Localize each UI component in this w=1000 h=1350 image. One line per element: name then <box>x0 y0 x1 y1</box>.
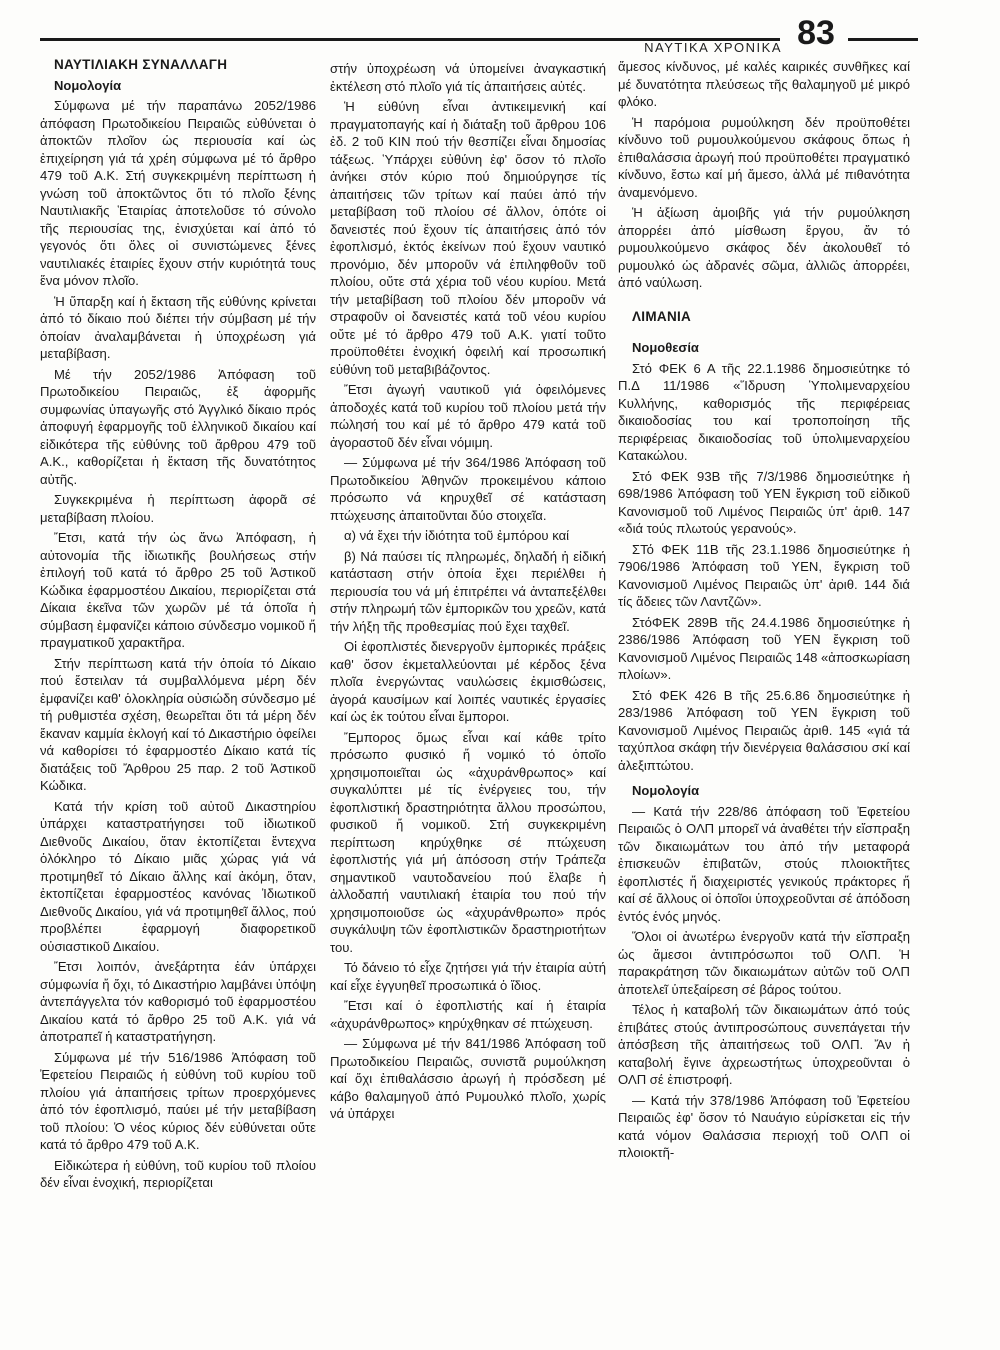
paragraph: Στό ΦΕΚ 426 Β τῆς 25.6.86 δημοσιεύτηκε ἡ 283/1986 Ἀπόφαση τοῦ ΥΕΝ ἔγκριση τοῦ Κανονισμοῦ Λιμένος Πειραιῶς ἀριθ. 145 «γιά τά ταχύπλοα σκάφη τήν διενέργεια θαλάσσιου σκί καί ἀλεξιπτώτου. <box>618 687 910 773</box>
column-3 <box>618 58 910 1330</box>
header-rule-right <box>848 38 918 41</box>
paragraph: ἄμεσος κίνδυνος, μέ καλές καιρικές συνθῆκες καί μέ δυνατότητα πλεύσεως τῆς θαλαμηγοῦ μέ μικρό φλόκο. <box>618 59 910 109</box>
paragraph: Σύμφωνα μέ τήν παραπάνω 2052/1986 ἀπόφαση Πρωτοδικείου Πειραιῶς εὐθύνεται ὁ ἀποκτῶν πλοῖον ὡς περιουσία καί ὡς ἐπιχείρηση γιά τά χρέη σύμφωνα μέ τό ἄρθρο 479 τοῦ Α.Κ. Στή συγκεκριμένη περίπτωση ἡ γνώση τοῦ ἀποκτῶντος ὅτι τό πλοῖο ξένης Ναυτιλιακῆς Ἑταιρίας ἀποτελοῦσε τό σύνολο τῆς περιουσίας της, ἐνισχύεται καί ἀπό τό γεγονός ὅτι ὅλες οἱ συνιστώμενες ξένες ναυτιλιακές ἑταιρίες ἔχουν στήν κυριότητά τους ἕνα μόνον πλοῖο. <box>40 98 316 288</box>
paragraph: Στό ΦΕΚ 6 Α τῆς 22.1.1986 δημοσιεύτηκε τό Π.Δ 11/1986 «Ἵδρυση Ὑπολιμεναρχείου Κυλλήνης, καθορισμός τῆς περιφέρειας δικαιοδοσίας του καί τροποποίηση τῆς περιφέρειας δικαιοδοσίας τοῦ ὑπολιμεναρχείου Κατακώλου. <box>618 360 910 463</box>
page-number: 83 <box>797 14 835 52</box>
subsection-title: Νομοθεσία <box>632 340 699 355</box>
paragraph: Ἡ ὕπαρξη καί ἡ ἔκταση τῆς εὐθύνης κρίνεται ἀπό τό δίκαιο πού διέπει τήν σύμβαση μέ τήν ὁποίαν ἀναλαμβάνεται ἡ ὑποχρέωση γιά μεταβίβαση. <box>40 293 316 361</box>
paragraph: — Κατά τήν 228/86 ἀπόφαση τοῦ Ἐφετείου Πειραιῶς ὁ ΟΛΠ μπορεῖ νά ἀναθέτει τήν εἴσπραξη τῶν δικαιωμάτων του ἀπό τήν μεταφορά ἐπισκευῶν ἐπιβατῶν, στούς πλοιοκτῆτες ἐφοπλιστές ἤ διαχειριστές γενικούς πράκτορες ἤ καί σέ ἄλλους οἱ ὁποῖοι ὑποχρεοῦνται σέ ἀπόδοση ἐντός ἑνός μηνός. <box>618 803 910 924</box>
paragraph: Οἱ ἐφοπλιστές διενεργοῦν ἐμπορικές πράξεις καθ' ὅσον ἐκμεταλλεύονται μέ κέρδος ξένα πλοῖα ἐνεργώντας ναυλώσεις ἐκμισθώσεις, ἀγορά καυσίμων καί λοιπές ναυτικές ἐργασίες καί ὡς ἐκ τούτου εἶναι ἔμποροι. <box>330 639 606 724</box>
paragraph: Μέ τήν 2052/1986 Ἀπόφαση τοῦ Πρωτοδικείου Πειραιῶς, ἐξ ἀφορμῆς συμφωνίας ὑπαγωγῆς στό Ἀγγλικό δίκαιο πρός ἀποφυγή ἐφαρμογῆς τοῦ ἑλληνικοῦ δικαίου καί εἰδικότερα τῆς εὐθύνης τοῦ ἄρθρου 479 τοῦ Α.Κ., καθορίζεται ἡ ἔκταση τῆς δυνατότητος αὐτῆς. <box>40 366 316 487</box>
paragraph: — Κατά τήν 378/1986 Ἀπόφαση τοῦ Ἐφετείου Πειραιῶς ἐφ' ὅσον τό Ναυάγιο εὑρίσκεται εἰς τήν κατά νόμον Θαλάσσια περιοχή τοῦ ΟΛΠ οἱ πλοιοκτῆ- <box>618 1092 910 1160</box>
paragraph: ΣΤό ΦΕΚ 11Β τῆς 23.1.1986 δημοσιεύτηκε ἡ 7906/1986 Ἀπόφαση τοῦ ΥΕΝ, ἔγκριση τοῦ Κανονισμοῦ Λιμένος Πειραιῶς ὑπ' ἀριθ. 144 διά τίς ἄδειες τῶν Λαντζῶν». <box>618 541 910 609</box>
paragraph: Ἔτσι λοιπόν, ἀνεξάρτητα ἐάν ὑπάρχει σύμφωνία ἤ ὄχι, τό Δικαστήριο λαμβάνει ὑπόψη ἀντεπάγγελτα τόν καθορισμό τοῦ ἐφαρμοστέου Δικαίου κατά τό ἄρθρο 25 τοῦ Α.Κ. γιά νά ἀποτραπεῖ ἡ καταστρατήγηση. <box>40 959 316 1044</box>
paragraph: Εἰδικώτερα ἡ εὐθύνη, τοῦ κυρίου τοῦ πλοίου δέν εἶναι ἐνοχική, περιορίζεται <box>40 1157 316 1190</box>
paragraph: στήν ὑποχρέωση νά ὑπομείνει ἀναγκαστική ἐκτέλεση στό πλοῖο γιά τίς ἀπαιτήσεις αὐτές. <box>330 61 606 94</box>
paragraph: — Σύμφωνα μέ τήν 364/1986 Ἀπόφαση τοῦ Πρωτοδικείου Ἀθηνῶν προκειμένου κάποιο πρόσωπο νά κηρυχθεῖ σέ κατάσταση πτώχευσης ἀπαιτοῦνται δύο στοιχεῖα. <box>330 455 606 523</box>
paragraph: α) νά ἔχει τήν ἰδιότητα τοῦ ἐμπόρου καί <box>344 528 570 543</box>
subsection-title: Νομολογία <box>54 77 122 93</box>
paragraph: Σύμφωνα μέ τήν 516/1986 Ἀπόφαση τοῦ Ἐφετείου Πειραιῶς ἡ εὐθύνη τοῦ κυρίου τοῦ πλοίου γιά ἀπαιτήσεις τρίτων προερχόμενες ἀπό τόν ἐφοπλισμό, παύει μέ τήν μεταβίβαση τοῦ πλοίου: Ὁ νέος κύριος δέν εὐθύνεται οὔτε κατά τό ἄρθρο 479 τοῦ Α.Κ. <box>40 1049 316 1152</box>
paragraph: Κατά τήν κρίση τοῦ αὐτοῦ Δικαστηρίου ὑπάρχει καταστρατήγησει τοῦ ἰδιωτικοῦ Διεθνοῦς Δικαίου, ὅταν ἐκτοπίζεται ἔντεχνα ὁλόκληρο τό Δίκαιο μιᾶς χώρας γιά νά προτιμηθεῖ τό Δίκαιο ἄλλης καί ἀκόμη, ὅταν, ἐκτοπίζεται ἐφαρμοστέος κανόνας Ἰδιωτικοῦ Διεθνοῦς Δικαίου, γιά νά προτιμηθεῖ ἄλλος, πού προβλέπει ἐφαρμογή διαφορετικοῦ οὐσιαστικοῦ Δικαίου. <box>40 798 316 954</box>
paragraph: Ἔτσι ἀγωγή ναυτικοῦ γιά ὀφειλόμενες ἀποδοχές κατά τοῦ κυρίου τοῦ πλοίου μετά τήν πώλησή του καί μέ τό ἄρθρο 479 κατά τοῦ ἀγοραστοῦ δέν εἶναι νόμιμη. <box>330 382 606 450</box>
paragraph: Συγκεκριμένα ἡ περίπτωση ἀφορᾶ σέ μεταβίβαση πλοίου. <box>40 492 316 525</box>
paragraph: Τό δάνειο τό εἶχε ζητήσει γιά τήν ἑταιρία αὐτή καί εἶχε ἐγγυηθεῖ προσωπικά ὁ ἴδιος. <box>330 960 606 993</box>
paragraph: Ἔτσι, κατά τήν ὡς ἄνω Ἀπόφαση, ἡ αὐτονομία τῆς ἰδιωτικῆς βουλήσεως στήν ἐπιλογή τοῦ κατά τό ἄρθρο 25 τοῦ Ἀστικοῦ Κώδικα ἐφαρμοστέου Δικαίου, περιορίζεται στά Δίκαια ἐκεῖνα τῶν χωρῶν μέ τά ὁποῖα ἡ σύμβαση ἐμφανίζει κάποιο σύνδεσμο νομικοῦ ἤ πραγματικοῦ χαρακτῆρα. <box>40 530 316 650</box>
paragraph: ΣτόΦΕΚ 289Β τῆς 24.4.1986 δημοσιεύτηκε ἡ 2386/1986 Ἀπόφαση τοῦ ΥΕΝ ἔγκριση τοῦ Κανονισμοῦ Λιμένος Πειραιῶς 148 «ἀποσκωρίαση πλοίων». <box>618 614 910 682</box>
section-title: ΛΙΜΑΝΙΑ <box>632 308 692 324</box>
paragraph: Στό ΦΕΚ 93Β τῆς 7/3/1986 δημοσιεύτηκε ἡ 698/1986 Ἀπόφαση τοῦ ΥΕΝ ἔγκριση τοῦ εἰδικοῦ Κανονισμοῦ τοῦ Λιμένος Πειραιῶς ὑπ' ἀριθ. 147 «διά τούς πλωτούς γερανούς». <box>618 468 910 536</box>
column-1 <box>40 56 316 1330</box>
magazine-name: ΝΑΥΤΙΚΑ ΧΡΟΝΙΚΑ <box>644 40 782 55</box>
paragraph: Ἡ παρόμοια ρυμούλκηση δέν προϋποθέτει κίνδυνο τοῦ ρυμουλκούμενου σκάφους ὅπως ἡ ἐπιθαλάσσια ἀρωγή πού προϋποθέτει πραγματικό κίνδυνο, ἔστω καί μή ἄμεσο, ἀλλά μέ πιθανότητα ἀναμενόμενο. <box>618 114 910 200</box>
paragraph: — Σύμφωνα μέ τήν 841/1986 Ἀπόφαση τοῦ Πρωτοδικείου Πειραιῶς, συνιστᾶ ρυμούλκηση καί ὄχι ἐπιθαλάσσιο ἀρωγή ἡ πρόσδεση μέ κάβο θαλαμηγοῦ ἀπό Ρυμουλκό πλοῖο, χωρίς νά ὑπάρχει <box>330 1036 606 1121</box>
paragraph: β) Νά παύσει τίς πληρωμές, δηλαδή ἡ εἰδική κατάσταση στήν ὁποία ἔχει περιέλθει ἡ περιουσία του νά μή ἐπιτρέπει νά ἀνταπεξέλθει στήν πληρωμή τῶν ἐμπορικῶν του χρεῶν, κατά τήν λήξη τῆς προθεσμίας πού ἔχει ταχθεῖ. <box>330 548 606 634</box>
paragraph: Ἔτσι καί ὁ ἐφοπλιστής καί ἡ ἑταιρία «ἀχυράνθρωπος» κηρύχθηκαν σέ πτώχευση. <box>330 998 606 1031</box>
paragraph: Ὅλοι οἱ ἀνωτέρω ἐνεργοῦν κατά τήν εἴσπραξη ὡς ἄμεσοι ἀντιπρόσωποι τοῦ ΟΛΠ. Ἡ παρακράτηση τῶν δικαιωμάτων αὐτῶν τοῦ ΟΛΠ ἀποτελεῖ ὑπεξαίρεση σέ βάρος τούτου. <box>618 929 910 997</box>
paragraph: Ἔμπορος ὅμως εἶναι καί κάθε τρίτο πρόσωπο φυσικό ἤ νομικό τό ὁποῖο χρησιμοποιεῖται ὡς «ἀχυράνθρωπος» καί συγκαλύπτει μέ τίς ἐνέργειες του, τήν ἐφοπλιστική δραστηριότητα ἄλλου προσώπου, φυσικοῦ ἤ νομικοῦ. Στή συγκεκριμένη περίπτωση κηρύχθηκε σέ πτώχευση ἐφοπλιστής γιά μή ἀπόσοση στήν Τράπεζα σημαντικοῦ ναυτοδανείου πού ἔλαβε ἡ ἀλλοδαπή ναυτιλιακή ἑταιρία του πού τήν χρησιμοποιοῦσε ὡς «ἀχυράνθρωπο» πρός συγκάλυψη τῶν ἐφοπλιστικῶν δραστηριοτήτων του. <box>330 729 606 955</box>
column-2 <box>330 60 606 1330</box>
paragraph: Ἡ ἀξίωση ἀμοιβῆς γιά τήν ρυμούλκηση ἀπορρέει ἀπό μίσθωση ἔργου, ἄν τό ρυμουλκούμενο σκάφος δέν ἀκολουθεῖ τό ρυμουλκό ὡς ἀδρανές σῶμα, ἀλλιῶς ἀπορρέει, ἀπό ναύλωση. <box>618 205 910 290</box>
paragraph: Τέλος ἡ καταβολή τῶν δικαιωμάτων ἀπό τούς ἐπιβάτες στούς ἀντιπροσώπους συνεπάγεται τήν ἀπόσβεση τῆς ἀπαιτήσεως τοῦ ΟΛΠ. Ἄν ἡ καταβολή ἔγινε ἀχρεωστήτως ὑποχρεοῦνται ὁ ΟΛΠ σέ ἐπιστροφή. <box>618 1002 910 1087</box>
subsection-title: Νομολογία <box>632 783 700 798</box>
paragraph: Στήν περίπτωση κατά τήν ὁποία τό Δίκαιο πού ἔστειλαν τά συμβαλλόμενα μέρη δέν ἐμφανίζει καθ' ὁλοκληρία οὐσιώδη σύνδεσμο μέ τή ρυθμιστέα σχέση, θεωρεῖται ὅτι τά μέρη δέν ἔκαναν καμμία ἐκλογή καί τό Δικαστήριο ὀφείλει νά καθορίσει τό ἐφαρμοστέο Δίκαιο κατά τίς διατάξεις τοῦ Ἄρθρου 25 παρ. 2 τοῦ Ἀστικοῦ Κώδικα. <box>40 655 316 793</box>
section-title: ΝΑΥΤΙΛΙΑΚΗ ΣΥΝΑΛΛΑΓΗ <box>54 57 228 72</box>
paragraph: Ἡ εὐθύνη εἶναι ἀντικειμενική καί πραγματοπαγής καί ἡ διάταξη τοῦ ἄρθρου 106 ἐδ. 2 τοῦ ΚΙΝ πού τήν θεσπίζει εἶναι δημοσίας τάξεως. Ὑπάρχει εὐθύνη ἐφ' ὅσον τό πλοῖο ἀνήκει στόν κύριο πού δημιούργησε τίς ἀπαιτήσεις τῶν τρίτων καί παύει ἀπό τήν μεταβίβαση τοῦ πλοίου σέ ἄλλον, ὁπότε οἱ δανειστές πού ἔχουν τίς ἀπαιτήσεις ἀπό τόν ἐφοπλισμό, ἐκτός ἐκείνων πού ἔχουν ναυτικό προνόμιο, δέν μποροῦν νά ἐπιληφθοῦν τοῦ πλοίου, οὔτε στά χέρια τοῦ νέου κυρίου. Μετά τήν μεταβίβαση τοῦ πλοίου δέν μποροῦν νά στραφοῦν οἱ δανειστές κατά τοῦ νέου κυρίου οὔτε μέ τό ἄρθρο 479 τοῦ Α.Κ. γιατί τοῦτο προϋποθέτει ἐνοχική ὀφειλή καί προσωπική εὐθύνη τοῦ μεταβιβάζοντος. <box>330 99 606 377</box>
